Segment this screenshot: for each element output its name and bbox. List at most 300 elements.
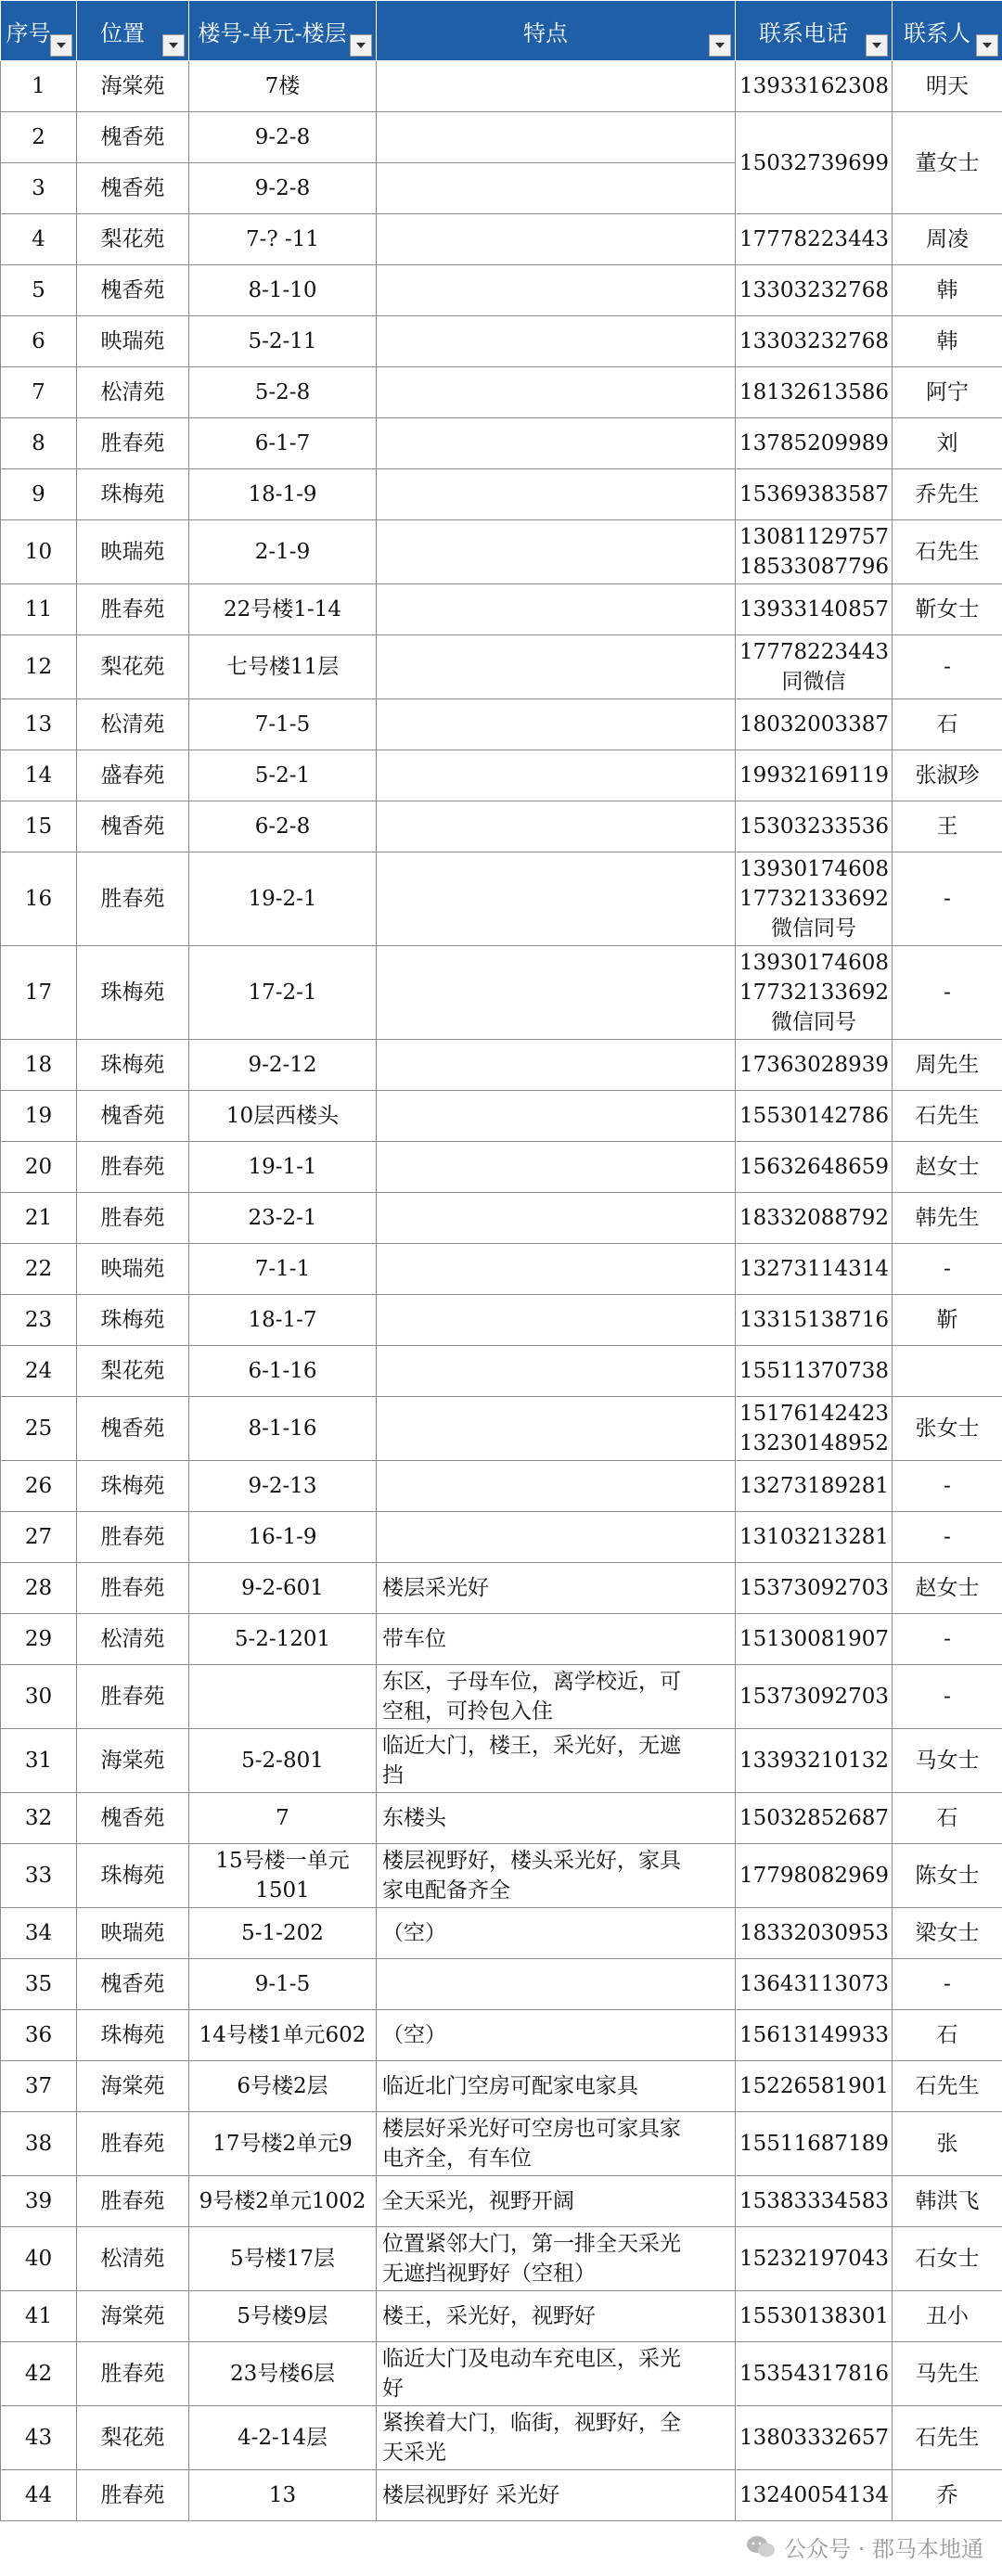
cell-location[interactable] [77,1665,189,1729]
table-row [1,2061,1002,2112]
cell-contact[interactable] [893,2470,1002,2521]
cell-contact[interactable] [893,635,1002,699]
cell-building[interactable] [189,163,377,214]
cell-features[interactable] [377,1959,736,2010]
cell-no[interactable] [1,469,77,520]
cell-contact[interactable] [893,1512,1002,1563]
cell-building[interactable] [189,2291,377,2342]
cell-features[interactable] [377,2291,736,2342]
filter-dropdown-button[interactable] [976,34,998,57]
cell-no[interactable] [1,112,77,163]
cell-building-text: 22号楼1-14 [224,597,341,622]
cell-building[interactable] [189,750,377,801]
cell-no[interactable] [1,1844,77,1908]
cell-contact[interactable] [893,584,1002,635]
cell-features[interactable] [377,2406,736,2470]
cell-location[interactable] [77,750,189,801]
cell-location[interactable] [77,1091,189,1142]
cell-no[interactable] [1,750,77,801]
cell-no[interactable] [1,1040,77,1091]
cell-phone[interactable] [736,1295,893,1346]
cell-no[interactable] [1,2010,77,2061]
cell-phone[interactable] [736,2291,893,2342]
cell-no-text: 36 [24,2023,53,2047]
cell-contact[interactable] [893,1844,1002,1908]
cell-building[interactable] [189,520,377,584]
cell-contact[interactable] [893,214,1002,265]
table-row [1,801,1002,852]
cell-phone[interactable] [736,2470,893,2521]
cell-features[interactable] [377,2470,736,2521]
cell-contact[interactable] [893,112,1002,214]
cell-contact[interactable] [893,2291,1002,2342]
cell-contact[interactable] [893,699,1002,750]
cell-contact-text: 石先生 [915,2426,980,2450]
cell-phone[interactable] [736,1091,893,1142]
cell-contact[interactable] [893,2010,1002,2061]
cell-location[interactable] [77,801,189,852]
cell-phone[interactable] [736,1729,893,1793]
cell-phone[interactable] [736,852,893,946]
cell-contact[interactable] [893,1142,1002,1193]
cell-contact-text: - [944,1627,951,1651]
cell-contact-text: 石 [936,2023,958,2047]
cell-location[interactable] [77,852,189,946]
cell-phone[interactable] [736,584,893,635]
cell-phone-text: 15511370738 [739,1359,889,1383]
cell-phone[interactable] [736,1844,893,1908]
table-row [1,1844,1002,1908]
cell-contact[interactable] [893,1193,1002,1244]
cell-features[interactable] [377,112,736,163]
cell-building[interactable] [189,801,377,852]
cell-building[interactable] [189,852,377,946]
cell-building[interactable] [189,1844,377,1908]
cell-features[interactable] [377,520,736,584]
cell-no[interactable] [1,1346,77,1397]
cell-phone[interactable] [736,418,893,469]
cell-features[interactable] [377,367,736,418]
cell-no[interactable] [1,2112,77,2176]
cell-features[interactable] [377,1563,736,1614]
cell-features[interactable] [377,1844,736,1908]
cell-no-text: 12 [24,655,53,679]
filter-dropdown-button[interactable] [162,34,185,57]
table-row [1,1193,1002,1244]
cell-location[interactable] [77,1793,189,1844]
cell-location[interactable] [77,2470,189,2521]
cell-location[interactable] [77,112,189,163]
cell-phone[interactable] [736,801,893,852]
cell-contact[interactable] [893,2227,1002,2291]
cell-contact[interactable] [893,61,1002,112]
cell-phone-text: 13803332657 [739,2426,889,2450]
cell-features[interactable] [377,1908,736,1959]
cell-location[interactable] [77,2291,189,2342]
filter-dropdown-button[interactable] [866,34,888,57]
cell-phone-text: 15613149933 [739,2023,889,2047]
cell-no[interactable] [1,801,77,852]
cell-features[interactable] [377,163,736,214]
cell-no[interactable] [1,1397,77,1461]
cell-no[interactable] [1,1665,77,1729]
cell-no[interactable] [1,699,77,750]
cell-location[interactable] [77,1563,189,1614]
filter-dropdown-button[interactable] [709,34,731,57]
cell-phone[interactable] [736,2010,893,2061]
cell-building[interactable] [189,214,377,265]
cell-features-text: （空） [382,2023,446,2047]
cell-contact[interactable] [893,750,1002,801]
cell-contact[interactable] [893,852,1002,946]
cell-building-text: 9-2-8 [254,176,311,200]
cell-phone[interactable] [736,1142,893,1193]
cell-building[interactable] [189,265,377,316]
cell-location[interactable] [77,163,189,214]
cell-phone[interactable] [736,265,893,316]
cell-phone[interactable] [736,946,893,1040]
cell-location[interactable] [77,214,189,265]
cell-features[interactable] [377,1461,736,1512]
cell-no[interactable] [1,1091,77,1142]
cell-no[interactable] [1,2227,77,2291]
cell-contact[interactable] [893,946,1002,1040]
cell-phone[interactable] [736,61,893,112]
cell-features[interactable] [377,1244,736,1295]
cell-location[interactable] [77,1959,189,2010]
cell-phone[interactable] [736,367,893,418]
cell-location[interactable] [77,418,189,469]
cell-location[interactable] [77,699,189,750]
cell-phone[interactable] [736,635,893,699]
cell-building[interactable] [189,469,377,520]
cell-no[interactable] [1,946,77,1040]
cell-location[interactable] [77,1512,189,1563]
cell-contact[interactable] [893,1959,1002,2010]
cell-location[interactable] [77,1142,189,1193]
cell-features[interactable] [377,1397,736,1461]
cell-contact[interactable] [893,469,1002,520]
cell-building-text: 19-1-1 [248,1155,317,1179]
table-row [1,1512,1002,1563]
cell-features[interactable] [377,469,736,520]
cell-building[interactable] [189,367,377,418]
cell-no[interactable] [1,1244,77,1295]
cell-building[interactable] [189,1614,377,1665]
cell-building[interactable] [189,1959,377,2010]
cell-contact[interactable] [893,1793,1002,1844]
cell-features[interactable] [377,2061,736,2112]
cell-features[interactable] [377,1793,736,1844]
cell-building[interactable] [189,2406,377,2470]
cell-building[interactable] [189,1729,377,1793]
cell-location[interactable] [77,1908,189,1959]
cell-contact-text: 梁女士 [915,1921,980,1945]
cell-location-text: 胜春苑 [100,1525,165,1549]
cell-building-text: 1501 [255,1878,310,1903]
cell-features[interactable] [377,946,736,1040]
cell-location[interactable] [77,1040,189,1091]
cell-building[interactable] [189,61,377,112]
cell-phone[interactable] [736,1040,893,1091]
cell-no[interactable] [1,2342,77,2406]
cell-phone[interactable] [736,2176,893,2227]
cell-features-text: 东楼头 [382,1806,446,1830]
cell-phone[interactable] [736,1908,893,1959]
cell-location[interactable] [77,2406,189,2470]
cell-contact[interactable] [893,1908,1002,1959]
cell-no[interactable] [1,1193,77,1244]
cell-building[interactable] [189,1193,377,1244]
cell-contact[interactable] [893,801,1002,852]
cell-building-text: 6号楼2层 [237,2074,328,2098]
cell-phone[interactable] [736,1512,893,1563]
cell-location[interactable] [77,1729,189,1793]
cell-contact[interactable] [893,2061,1002,2112]
cell-contact[interactable] [893,1346,1002,1397]
cell-no[interactable] [1,1295,77,1346]
cell-location[interactable] [77,520,189,584]
cell-no[interactable] [1,584,77,635]
cell-phone[interactable] [736,2061,893,2112]
cell-contact[interactable] [893,2112,1002,2176]
cell-phone[interactable] [736,520,893,584]
cell-no[interactable] [1,163,77,214]
cell-building[interactable] [189,112,377,163]
cell-building-text: 19-2-1 [248,887,317,911]
cell-location[interactable] [77,1346,189,1397]
cell-phone[interactable] [736,1193,893,1244]
cell-features[interactable] [377,418,736,469]
cell-location[interactable] [77,1295,189,1346]
cell-location[interactable] [77,584,189,635]
cell-no[interactable] [1,1461,77,1512]
cell-location-text: 盛春苑 [100,763,165,788]
cell-features[interactable] [377,265,736,316]
cell-contact[interactable] [893,367,1002,418]
cell-no[interactable] [1,2176,77,2227]
cell-location[interactable] [77,1244,189,1295]
cell-phone[interactable] [736,469,893,520]
cell-no[interactable] [1,1563,77,1614]
cell-contact[interactable] [893,1614,1002,1665]
cell-no[interactable] [1,214,77,265]
cell-building[interactable] [189,2010,377,2061]
cell-contact[interactable] [893,1461,1002,1512]
cell-phone[interactable] [736,214,893,265]
cell-building[interactable] [189,316,377,367]
cell-phone[interactable] [736,2406,893,2470]
cell-no[interactable] [1,1793,77,1844]
cell-features[interactable] [377,316,736,367]
cell-features[interactable] [377,2342,736,2406]
cell-location[interactable] [77,2342,189,2406]
cell-features[interactable] [377,2010,736,2061]
cell-building[interactable] [189,1244,377,1295]
cell-features[interactable] [377,801,736,852]
cell-no[interactable] [1,1908,77,1959]
cell-features[interactable] [377,61,736,112]
cell-features[interactable] [377,2176,736,2227]
cell-no[interactable] [1,265,77,316]
cell-features[interactable] [377,750,736,801]
cell-location[interactable] [77,367,189,418]
cell-contact[interactable] [893,1563,1002,1614]
cell-no-text: 8 [32,431,45,455]
cell-contact[interactable] [893,520,1002,584]
cell-building[interactable] [189,2112,377,2176]
cell-phone-text: 15530138301 [739,2304,889,2328]
cell-location-text: 胜春苑 [100,1206,165,1230]
cell-building[interactable] [189,418,377,469]
cell-phone[interactable] [736,2342,893,2406]
cell-location[interactable] [77,1193,189,1244]
cell-building[interactable] [189,1295,377,1346]
cell-features[interactable] [377,699,736,750]
cell-building[interactable] [189,1091,377,1142]
cell-phone[interactable] [736,2227,893,2291]
cell-no[interactable] [1,1614,77,1665]
cell-contact[interactable] [893,2406,1002,2470]
cell-location[interactable] [77,469,189,520]
cell-no[interactable] [1,1142,77,1193]
cell-phone[interactable] [736,750,893,801]
cell-features[interactable] [377,1614,736,1665]
cell-building[interactable] [189,1512,377,1563]
cell-no[interactable] [1,520,77,584]
cell-location[interactable] [77,635,189,699]
cell-building[interactable] [189,2342,377,2406]
cell-features[interactable] [377,214,736,265]
cell-contact[interactable] [893,316,1002,367]
cell-building[interactable] [189,1040,377,1091]
cell-location[interactable] [77,1844,189,1908]
cell-no[interactable] [1,316,77,367]
cell-location-text: 槐香苑 [100,1806,165,1830]
cell-contact[interactable] [893,418,1002,469]
cell-contact[interactable] [893,1295,1002,1346]
cell-no[interactable] [1,418,77,469]
cell-features[interactable] [377,2112,736,2176]
cell-contact[interactable] [893,1729,1002,1793]
cell-contact[interactable] [893,265,1002,316]
cell-building[interactable] [189,1461,377,1512]
cell-no-text: 23 [24,1308,53,1332]
cell-phone[interactable] [736,316,893,367]
cell-building[interactable] [189,1665,377,1729]
cell-no-text: 44 [24,2483,53,2507]
cell-features[interactable] [377,852,736,946]
cell-features[interactable] [377,1193,736,1244]
cell-features[interactable] [377,1665,736,1729]
filter-dropdown-button[interactable] [50,34,72,57]
cell-location[interactable] [77,2010,189,2061]
cell-contact[interactable] [893,2176,1002,2227]
cell-building[interactable] [189,1563,377,1614]
cell-location[interactable] [77,61,189,112]
cell-features[interactable] [377,2227,736,2291]
cell-phone[interactable] [736,1665,893,1729]
cell-no[interactable] [1,2470,77,2521]
cell-no[interactable] [1,635,77,699]
cell-contact[interactable] [893,1040,1002,1091]
cell-contact[interactable] [893,1091,1002,1142]
cell-no[interactable] [1,2406,77,2470]
cell-phone[interactable] [736,699,893,750]
cell-location[interactable] [77,1397,189,1461]
cell-contact[interactable] [893,1397,1002,1461]
cell-phone[interactable] [736,1614,893,1665]
cell-building[interactable] [189,2470,377,2521]
cell-no-text: 33 [24,1864,53,1888]
cell-no[interactable] [1,61,77,112]
cell-phone[interactable] [736,1959,893,2010]
cell-location[interactable] [77,1461,189,1512]
cell-no[interactable] [1,1729,77,1793]
cell-building[interactable] [189,2061,377,2112]
cell-contact[interactable] [893,1665,1002,1729]
cell-building[interactable] [189,2227,377,2291]
cell-building[interactable] [189,946,377,1040]
cell-phone[interactable] [736,2112,893,2176]
cell-features[interactable] [377,1040,736,1091]
cell-phone[interactable] [736,1346,893,1397]
cell-features[interactable] [377,1142,736,1193]
cell-location-text: 槐香苑 [100,278,165,302]
cell-building[interactable] [189,2176,377,2227]
cell-building[interactable] [189,1346,377,1397]
cell-no[interactable] [1,1959,77,2010]
cell-phone[interactable] [736,1244,893,1295]
cell-location[interactable] [77,2112,189,2176]
cell-phone[interactable] [736,1461,893,1512]
cell-phone[interactable] [736,1563,893,1614]
cell-location[interactable] [77,316,189,367]
cell-building[interactable] [189,584,377,635]
cell-no[interactable] [1,2291,77,2342]
cell-phone[interactable] [736,1793,893,1844]
cell-building[interactable] [189,699,377,750]
cell-no[interactable] [1,367,77,418]
cell-location[interactable] [77,2227,189,2291]
cell-phone[interactable] [736,1397,893,1461]
filter-dropdown-button[interactable] [350,34,372,57]
cell-features[interactable] [377,584,736,635]
cell-building[interactable] [189,1397,377,1461]
cell-building[interactable] [189,1908,377,1959]
cell-no[interactable] [1,1512,77,1563]
cell-features[interactable] [377,1091,736,1142]
cell-contact[interactable] [893,1244,1002,1295]
cell-location[interactable] [77,1614,189,1665]
cell-features[interactable] [377,1346,736,1397]
cell-building[interactable] [189,635,377,699]
cell-location[interactable] [77,2061,189,2112]
cell-location[interactable] [77,946,189,1040]
cell-features[interactable] [377,1295,736,1346]
cell-phone[interactable] [736,112,893,214]
cell-features[interactable] [377,1729,736,1793]
cell-contact[interactable] [893,2342,1002,2406]
cell-features[interactable] [377,635,736,699]
cell-location[interactable] [77,2176,189,2227]
cell-features[interactable] [377,1512,736,1563]
cell-no[interactable] [1,2061,77,2112]
cell-location[interactable] [77,265,189,316]
cell-building[interactable] [189,1793,377,1844]
cell-building[interactable] [189,1142,377,1193]
cell-no[interactable] [1,852,77,946]
